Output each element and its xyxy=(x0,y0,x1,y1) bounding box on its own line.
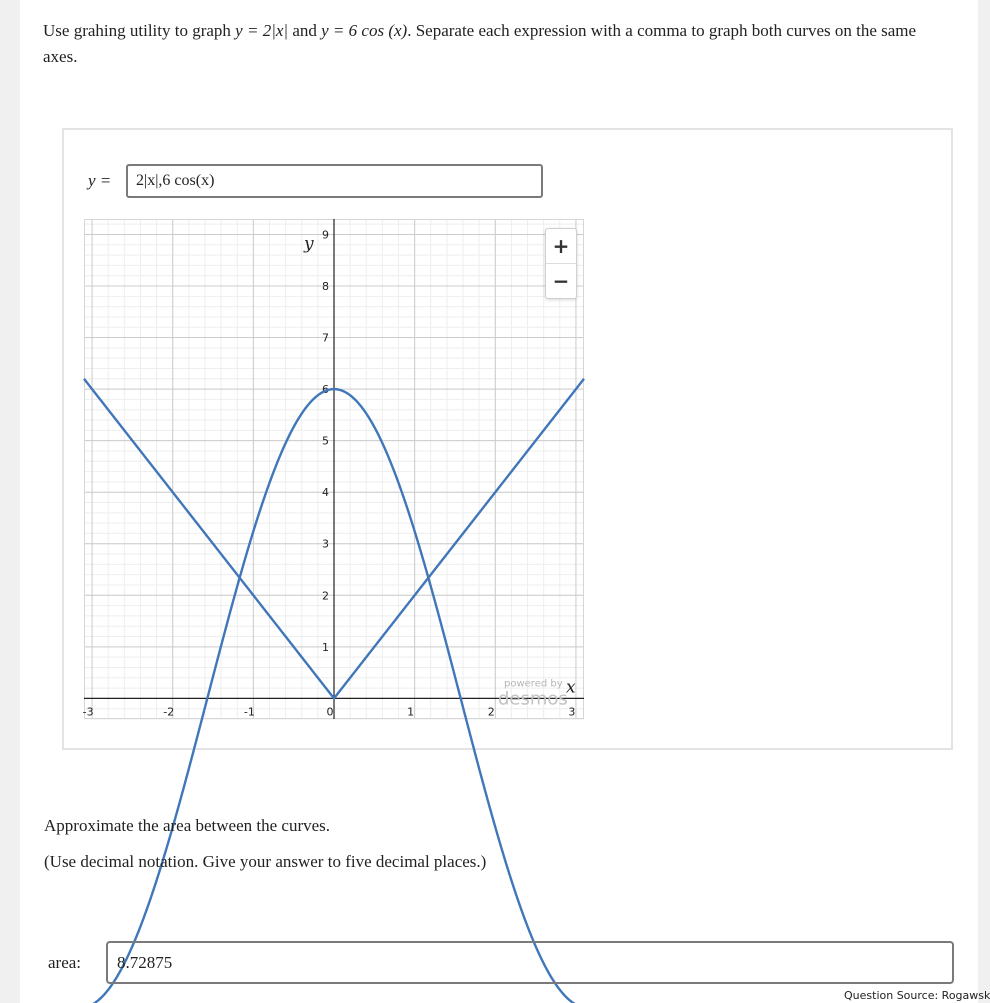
graphing-panel xyxy=(62,128,953,750)
y-tick-label: 1 xyxy=(322,640,329,654)
x-tick-label: 0 xyxy=(326,705,334,719)
y-axis-label: y xyxy=(304,234,314,254)
question-page xyxy=(20,0,990,1003)
area-answer-input[interactable]: 8.72875 xyxy=(106,941,954,984)
x-tick-label: 1 xyxy=(407,705,415,719)
zoom-in-button[interactable]: + xyxy=(552,234,570,258)
equation-1: y = 2|x| xyxy=(235,21,289,40)
graph-canvas[interactable] xyxy=(84,219,584,719)
answer-label: area: xyxy=(48,952,82,972)
powered-by-text: powered by xyxy=(504,678,563,690)
expression-input[interactable]: 2|x|,6 cos(x) xyxy=(126,164,543,198)
prompt-text: . Separate each expression with a comma to graph both curves on the same axes. xyxy=(43,21,917,66)
expression-label: y = xyxy=(88,171,112,190)
x-tick-label: -3 xyxy=(82,705,94,719)
prompt-text: Use grahing utility to graph xyxy=(43,21,236,40)
question-source: Question Source: Rogawsk xyxy=(844,989,990,1002)
graph-svg[interactable] xyxy=(84,219,584,719)
expression-row xyxy=(88,164,543,198)
prompt-text: and xyxy=(288,21,322,40)
x-axis-label: x xyxy=(566,677,576,698)
y-tick-label: 9 xyxy=(322,228,329,242)
desmos-logo: desmos xyxy=(498,688,568,710)
y-tick-label: 8 xyxy=(322,280,329,294)
x-tick-label: -2 xyxy=(163,705,175,719)
x-tick-label: -1 xyxy=(243,705,255,719)
y-tick-label: 2 xyxy=(322,589,329,603)
x-tick-label: 3 xyxy=(568,705,576,719)
zoom-controls xyxy=(545,228,577,299)
x-tick-label: 2 xyxy=(487,705,495,719)
y-tick-label: 3 xyxy=(322,537,329,551)
question-line-1: Approximate the area between the curves. xyxy=(44,816,331,835)
y-tick-label: 6 xyxy=(322,383,329,397)
answer-row xyxy=(48,941,954,984)
question-text xyxy=(44,808,486,880)
y-tick-label: 5 xyxy=(322,434,329,448)
question-line-2: (Use decimal notation. Give your answer to five decimal places.) xyxy=(44,852,487,871)
y-tick-label: 7 xyxy=(322,331,329,345)
problem-statement xyxy=(43,18,953,70)
y-tick-label: 4 xyxy=(322,486,329,500)
zoom-out-button[interactable]: − xyxy=(546,263,576,297)
equation-2: y = 6 cos (x) xyxy=(321,21,408,40)
